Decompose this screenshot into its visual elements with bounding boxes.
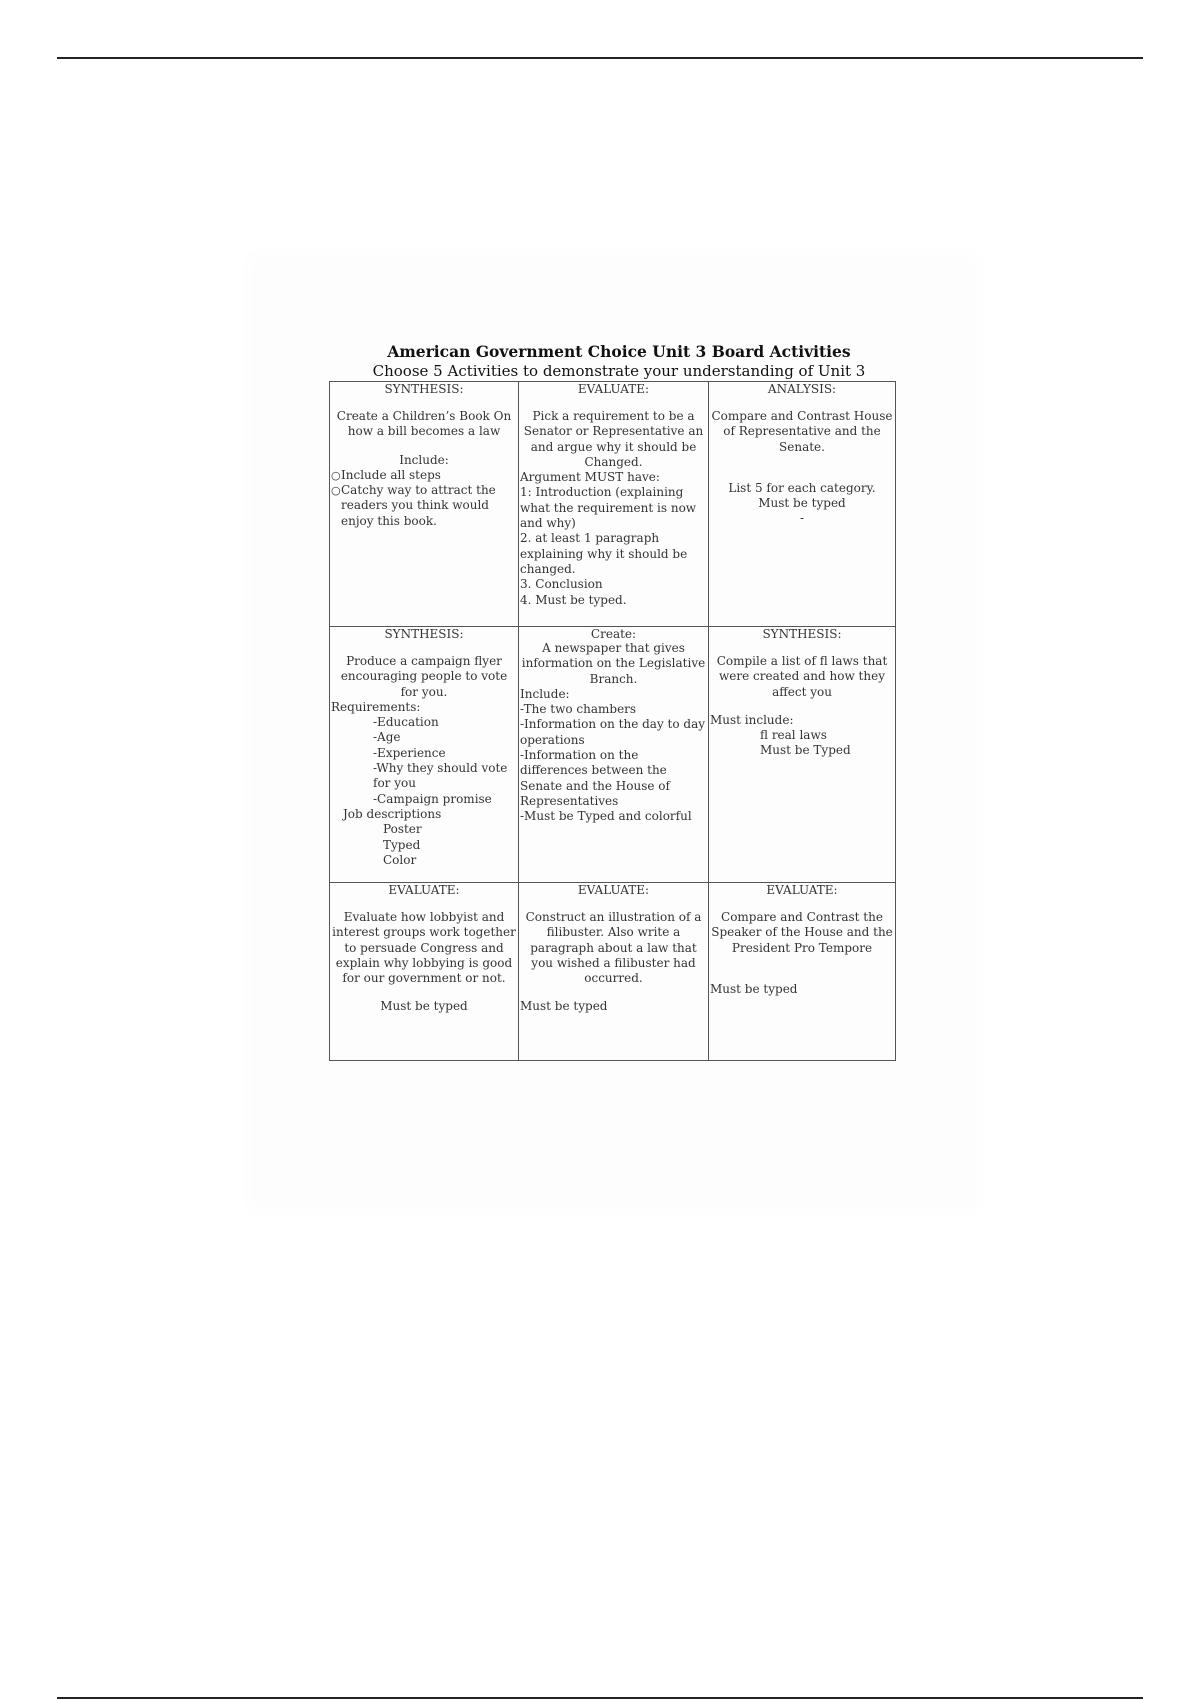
cell-header: EVALUATE: <box>577 883 650 897</box>
board-row-1 <box>330 382 896 627</box>
bullet-icon: ○ <box>331 484 341 498</box>
list-item: -The two chambers <box>520 702 637 717</box>
cell-note: Must be typed <box>520 999 608 1014</box>
bullet-icon: ○ <box>331 468 341 482</box>
cell-header: SYNTHESIS: <box>762 627 842 641</box>
cell-body: Compare and Contrast the Speaker of the House and the President Pro Tempore <box>711 910 893 955</box>
cell-body: Produce a campaign flyer encouraging people to vote for you. <box>340 654 508 699</box>
choice-board-table <box>329 381 896 1061</box>
list-item: 3. Conclusion <box>520 577 603 592</box>
page-bottom-rule <box>57 1697 1143 1699</box>
cell-note: List 5 for each category. <box>728 480 876 495</box>
list-item: -Experience <box>373 745 446 760</box>
cell-header: SYNTHESIS: <box>384 627 464 641</box>
cell-header: EVALUATE: <box>766 883 838 897</box>
list-item: -Age <box>373 730 401 745</box>
cell-note: - <box>799 511 805 526</box>
list-item: Color <box>383 852 417 867</box>
cell-body: Evaluate how lobbyist and interest groups work together to persuade Congress and explain why lobbying is good for our government or not. <box>332 910 516 986</box>
list-item: ○ Include all steps <box>331 467 441 482</box>
document-title: American Government Choice Unit 3 Board Activities <box>387 342 851 361</box>
list-item: 4. Must be typed. <box>520 592 627 607</box>
board-cell-senator-requirement <box>519 382 709 627</box>
board-cell-childrens-book <box>330 382 519 627</box>
list-item: -Campaign promise <box>373 791 492 806</box>
board-cell-speaker-pro-tempore <box>709 883 896 1061</box>
list-item: Poster <box>383 822 422 837</box>
cell-body: Compile a list of fl laws that were created and how they affect you <box>716 654 888 699</box>
list-item: -Information on the day to day operations <box>520 717 706 747</box>
cell-note: Must be typed <box>710 981 798 996</box>
list-item: -Must be Typed and colorful <box>520 809 692 824</box>
board-cell-fl-laws <box>709 627 896 883</box>
cell-body: Pick a requirement to be a Senator or Representative an and argue why it should be Changed. <box>523 409 704 469</box>
cell-include-label: Include: <box>399 452 449 467</box>
cell-header: EVALUATE: <box>388 883 460 897</box>
board-row-3 <box>330 883 896 1061</box>
list-item: Typed <box>383 837 421 852</box>
cell-body: Compare and Contrast House of Representative and the Senate. <box>711 409 893 454</box>
cell-header: Create: <box>590 627 637 641</box>
cell-note: Must be typed <box>380 999 468 1014</box>
list-item: Must be Typed <box>760 743 851 758</box>
list-item: ○ Catchy way to attract the readers you think would enjoy this book. <box>331 483 496 528</box>
board-cell-filibuster <box>519 883 709 1061</box>
list-item: -Education <box>373 715 439 730</box>
list-item: fl real laws <box>760 728 827 743</box>
cell-requirements-label: Requirements: <box>331 699 421 714</box>
board-cell-campaign-flyer <box>330 627 519 883</box>
page-top-rule <box>57 57 1143 59</box>
list-item: 2. at least 1 paragraph explaining why it should be changed. <box>520 531 688 576</box>
document-subtitle: Choose 5 Activities to demonstrate your understanding of Unit 3 <box>372 362 866 380</box>
list-item: 1: Introduction (explaining what the requirement is now and why) <box>520 485 697 531</box>
cell-body: Create a Children’s Book On how a bill becomes a law <box>336 409 512 439</box>
list-item: -Information on the differences between the Senate and the House of Representatives <box>520 748 670 808</box>
list-item: -Why they should vote for you <box>373 761 508 791</box>
cell-header: ANALYSIS: <box>767 382 837 396</box>
board-cell-compare-house-senate <box>709 382 896 627</box>
cell-header: EVALUATE: <box>577 382 650 396</box>
list-item: Include: <box>520 686 570 701</box>
cell-note: Must be typed <box>758 496 846 511</box>
board-row-2 <box>330 627 896 883</box>
list-item: Argument MUST have: <box>520 470 660 485</box>
board-cell-newspaper <box>519 627 709 883</box>
cell-header: SYNTHESIS: <box>384 382 464 396</box>
cell-body: Construct an illustration of a filibuster. Also write a paragraph about a law that you wished a filibuster had occurred. <box>525 910 702 986</box>
list-item: Job descriptions <box>343 806 442 821</box>
cell-body: A newspaper that gives information on the Legislative Branch. <box>521 641 706 686</box>
cell-must-include-label: Must include: <box>710 712 794 727</box>
board-cell-lobbyists <box>330 883 519 1061</box>
